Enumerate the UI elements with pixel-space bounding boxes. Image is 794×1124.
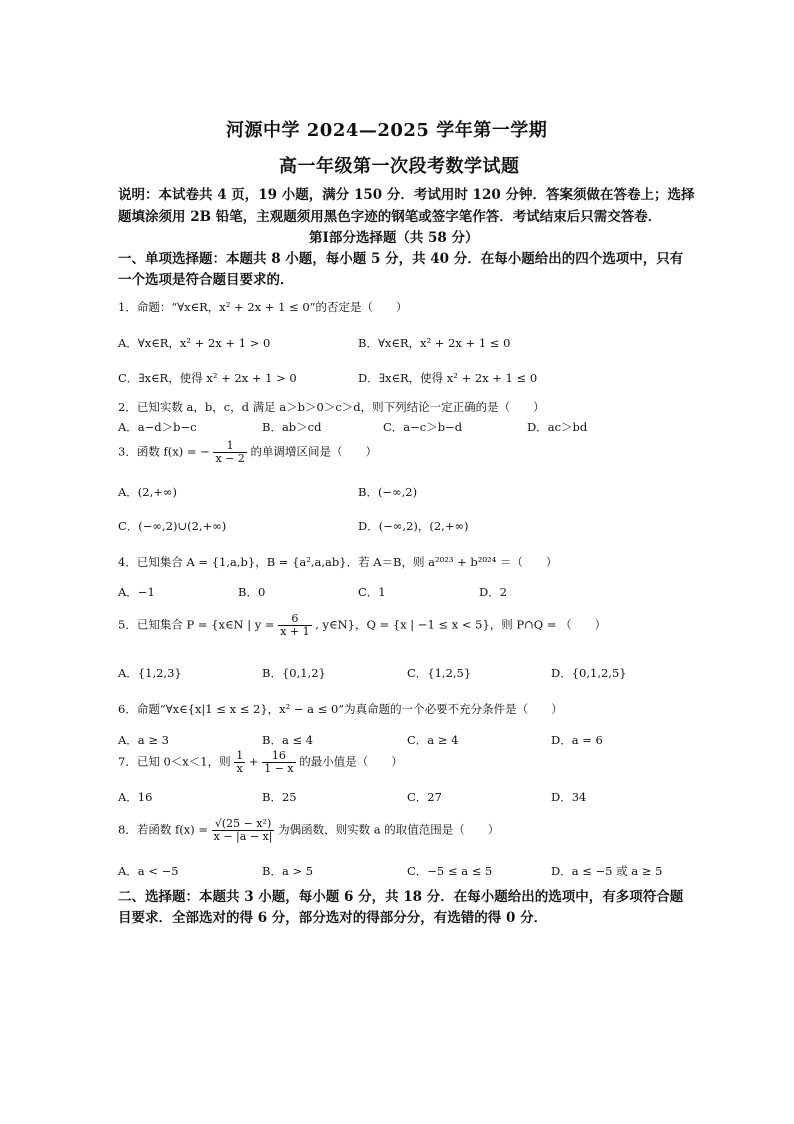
question-8-stem-suffix: 为偶函数，则实数 a 的取值范围是（ ）	[278, 822, 500, 837]
question-7-option-c: C．27	[407, 790, 442, 804]
question-4-option-d: D．2	[479, 585, 508, 599]
question-5-option-a: A．{1,2,3}	[118, 666, 182, 680]
section1-heading-line-2: 一个选项是符合题目要求的．	[118, 272, 294, 288]
question-2-stem: 2．已知实数 a，b，c，d 满足 a＞b＞0＞c＞d，则下列结论一定正确的是（ ）	[118, 400, 545, 414]
exam-subtitle: 高一年级第一次段考数学试题	[279, 156, 520, 177]
section1-heading-line-1: 一、单项选择题：本题共 8 小题，每小题 5 分，共 40 分．在每小题给出的四个选项中，只有	[118, 251, 684, 267]
question-3-option-b: B．(−∞,2)	[358, 485, 418, 499]
question-8-option-c: C．−5 ≤ a ≤ 5	[407, 864, 493, 878]
question-7-option-b: B．25	[262, 790, 297, 804]
question-8-option-d: D．a ≤ −5 或 a ≥ 5	[551, 864, 663, 878]
question-1-option-c: C．∃x∈R，使得 x² + 2x + 1 > 0	[118, 371, 297, 385]
question-8-option-a: A．a < −5	[118, 864, 179, 878]
question-5-stem	[118, 613, 606, 638]
question-2-option-c: C．a−c＞b−d	[383, 420, 463, 434]
section2-heading-line-2: 目要求．全部选对的得 6 分，部分选对的得部分分，有选错的得 0 分．	[118, 910, 548, 926]
question-2-option-a: A．a−d＞b−c	[118, 420, 197, 434]
question-8-fraction-denominator: x − |a − x|	[213, 830, 273, 843]
question-1-stem: 1．命题：“∀x∈R，x² + 2x + 1 ≤ 0”的否定是（ ）	[118, 300, 408, 314]
question-8-stem-prefix: 8．若函数 f(x) =	[118, 822, 208, 837]
question-6-stem: 6．命题“∀x∈{x|1 ≤ x ≤ 2}，x² − a ≤ 0”为真命题的一个必要不充分条件是（ ）	[118, 702, 563, 716]
instructions-line-2: 题填涂须用 2B 铅笔，主观题须用黑色字迹的钢笔或签字笔作答．考试结束后只需交答卷．	[118, 209, 662, 225]
part1-heading: 第Ⅰ部分选择题（共 58 分）	[309, 230, 479, 246]
question-2-option-b: B．ab＞cd	[262, 420, 322, 434]
question-7-stem	[118, 750, 403, 775]
question-5-stem-suffix: , y∈N}，Q = {x | −1 ≤ x < 5}，则 P∩Q = （ ）	[315, 617, 607, 632]
question-3-option-c: C．(−∞,2)∪(2,+∞)	[118, 519, 227, 533]
question-3-stem-prefix: 3．函数 f(x) = −	[118, 444, 210, 459]
question-8-option-b: B．a > 5	[262, 864, 314, 878]
question-7-fraction-1-denominator: x	[236, 762, 243, 775]
question-7-option-d: D．34	[551, 790, 587, 804]
question-4-option-c: C．1	[358, 585, 386, 599]
question-7-plus: +	[248, 754, 259, 769]
question-7-option-a: A．16	[118, 790, 153, 804]
question-7-fraction-1	[234, 750, 245, 775]
question-5-stem-prefix: 5．已知集合 P = {x∈N | y =	[118, 617, 275, 632]
question-8-stem	[118, 818, 499, 843]
question-5-option-c: C．{1,2,5}	[407, 666, 472, 680]
question-4-stem: 4．已知集合 A = {1,a,b}，B = {a²,a,ab}．若 A＝B，则 a²⁰²³ + b²⁰²⁴ ＝（ ）	[118, 555, 558, 569]
question-6-option-a: A．a ≥ 3	[118, 733, 169, 747]
question-4-option-a: A．−1	[118, 585, 155, 599]
question-3-fraction-denominator: x − 2	[215, 452, 245, 465]
question-1-option-d: D．∃x∈R，使得 x² + 2x + 1 ≤ 0	[358, 371, 538, 385]
section2-heading-line-1: 二、选择题：本题共 3 小题，每小题 6 分，共 18 分．在每小题给出的选项中，有多项符合题	[118, 889, 684, 905]
question-6-option-d: D．a = 6	[551, 733, 603, 747]
question-7-fraction-2-numerator: 16	[262, 750, 295, 763]
instructions-line-1: 说明：本试卷共 4 页，19 小题，满分 150 分．考试用时 120 分钟．答案须做在答卷上；选择	[118, 187, 695, 203]
question-5-fraction-numerator: 6	[278, 613, 311, 626]
question-7-fraction-1-numerator: 1	[236, 749, 244, 762]
question-5-option-d: D．{0,1,2,5}	[551, 666, 627, 680]
question-3-stem-suffix: 的单调增区间是（ ）	[250, 444, 378, 459]
question-5-option-b: B．{0,1,2}	[262, 666, 326, 680]
question-6-option-c: C．a ≥ 4	[407, 733, 459, 747]
question-3-fraction	[213, 440, 246, 465]
question-4-option-b: B．0	[238, 585, 266, 599]
question-1-option-b: B．∀x∈R，x² + 2x + 1 ≤ 0	[358, 336, 511, 350]
question-7-stem-prefix: 7．已知 0＜x＜1，则	[118, 754, 231, 769]
question-3-option-a: A．(2,+∞)	[118, 485, 177, 499]
question-8-fraction	[212, 818, 275, 843]
question-7-fraction-2	[262, 750, 295, 775]
question-2-option-d: D．ac＞bd	[527, 420, 588, 434]
question-3-fraction-numerator: 1	[213, 440, 246, 453]
exam-title: 河源中学 2024—2025 学年第一学期	[226, 120, 548, 141]
question-6-option-b: B．a ≤ 4	[262, 733, 314, 747]
question-3-stem	[118, 440, 377, 465]
question-5-fraction-denominator: x + 1	[280, 625, 310, 638]
question-5-fraction	[278, 613, 311, 638]
question-7-stem-suffix: 的最小值是（ ）	[299, 754, 403, 769]
question-3-option-d: D．(−∞,2)，(2,+∞)	[358, 519, 469, 533]
question-7-fraction-2-denominator: 1 − x	[264, 762, 294, 775]
question-8-fraction-numerator: √(25 − x²)	[212, 818, 275, 831]
question-1-option-a: A．∀x∈R，x² + 2x + 1 > 0	[118, 336, 271, 350]
